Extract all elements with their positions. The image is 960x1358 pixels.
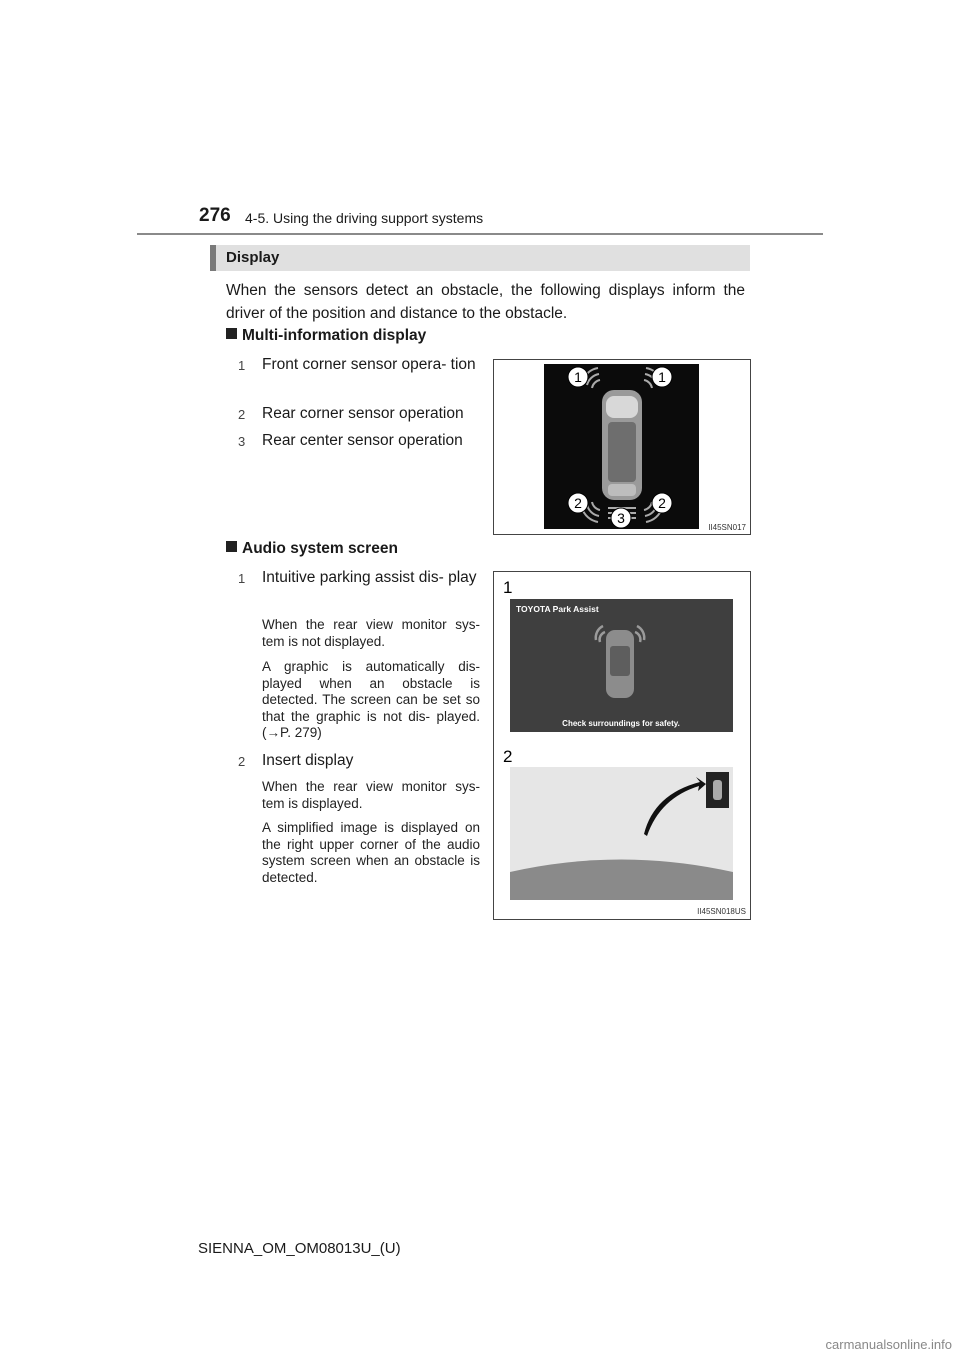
intro-paragraph: When the sensors detect an obstacle, the following displays inform the driver of the position and distance to the obstacle.: [226, 282, 745, 322]
callout-label: 2: [574, 495, 582, 511]
vehicle-icon: [602, 390, 642, 500]
list-item: Front corner sensor opera- tion: [262, 356, 476, 373]
figure-code: II45SN018US: [697, 907, 746, 916]
square-bullet-icon: [226, 328, 237, 339]
screen-message: Check surroundings for safety.: [562, 719, 680, 728]
list-item: Rear center sensor operation: [262, 432, 463, 449]
note-text: When the rear view monitor sys- tem is displayed.: [262, 779, 480, 811]
item-number: 2: [238, 407, 246, 422]
note-text: A simplified image is displayed on the right upper corner of the audio system screen when an obstacle is detected.: [262, 820, 480, 885]
document-id: SIENNA_OM_OM08013U_(U): [198, 1240, 401, 1257]
heading-label: Display: [226, 249, 280, 266]
watermark: carmanualsonline.info: [825, 1337, 952, 1352]
note-text: When the rear view monitor sys- tem is not displayed.: [262, 617, 480, 649]
callout-label: 2: [503, 747, 513, 766]
multi-info-subheading: [226, 327, 426, 345]
item-number: 2: [238, 754, 246, 769]
audio-screen-illustration: [494, 572, 750, 919]
note-text: A graphic is automatically dis- played when an obstacle is detected. The screen can be set so that the graphic is not dis- played. (→P. 279): [262, 659, 480, 740]
audio-figure: [493, 571, 751, 920]
heading-marker: [210, 245, 216, 271]
item-number: 1: [238, 358, 246, 373]
square-bullet-icon: [226, 541, 237, 552]
multi-info-figure: [493, 359, 751, 535]
multi-info-title: Multi-information display: [242, 327, 427, 344]
vehicle-icon: [606, 630, 634, 698]
sensor-display-illustration: [494, 360, 750, 534]
list-item: Insert display: [262, 752, 354, 769]
display-heading: [210, 245, 750, 271]
callout-label: 3: [617, 510, 625, 526]
callout-label: 1: [503, 578, 513, 597]
callout-label: 2: [658, 495, 666, 511]
callout-label: 1: [574, 369, 582, 385]
callout-label: 1: [658, 369, 666, 385]
screen-title: TOYOTA Park Assist: [516, 604, 599, 614]
insert-display-icon: [706, 772, 729, 808]
item-number: 1: [238, 571, 246, 586]
list-item: Intuitive parking assist dis- play: [262, 569, 477, 586]
list-item: Rear corner sensor operation: [262, 405, 464, 422]
item-number: 3: [238, 434, 246, 449]
audio-title: Audio system screen: [242, 540, 398, 557]
section-title: 4-5. Using the driving support systems: [245, 210, 484, 226]
header-rule: [137, 233, 823, 235]
audio-subheading: [226, 540, 398, 558]
page-number: 276: [199, 205, 231, 226]
figure-code: II45SN017: [708, 523, 746, 532]
